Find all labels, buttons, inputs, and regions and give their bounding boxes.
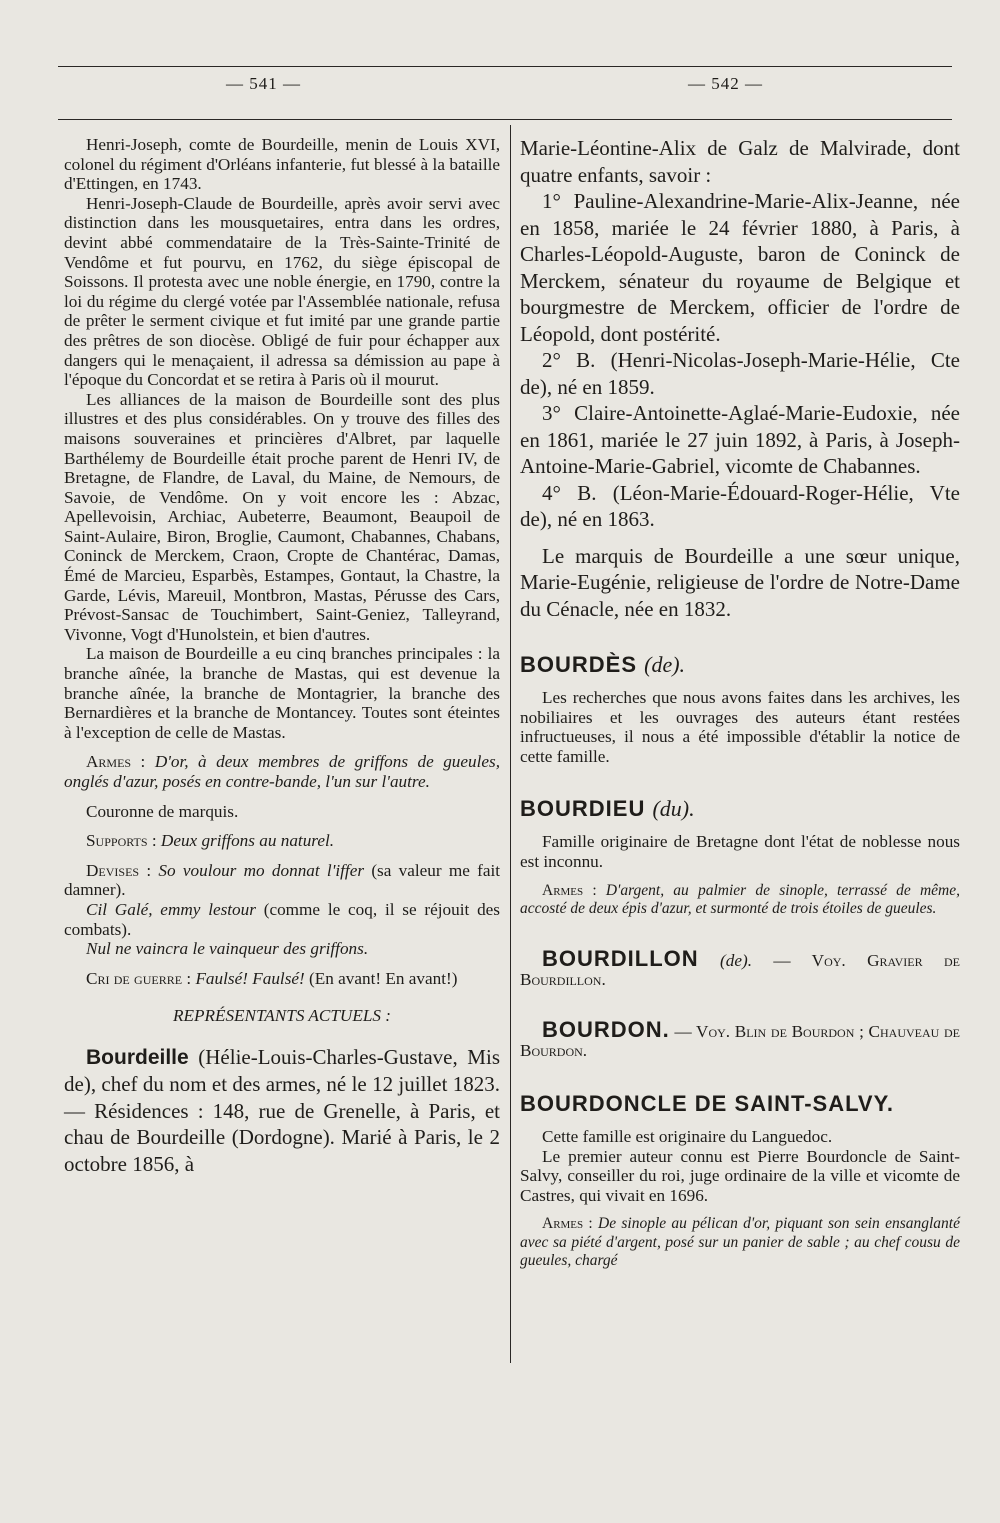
bourdeille-name: Bourdeille bbox=[86, 1045, 189, 1069]
entry-heading-bourdes bbox=[520, 652, 960, 678]
devise-2 bbox=[64, 900, 500, 939]
right-column bbox=[520, 135, 960, 1271]
paragraph-alliances: Les alliances de la maison de Bourdeille sont des plus illustres et des plus considérables. On y trouve des filles des maisons souveraines et princières d'Albret, par laquelle Barthélemy de Bourdeille était proche parent de Henri IV, de Bretagne, de Flandre, de Laval, du Maine, de Nemours, de Savoie, de Vendôme. On y voit encore les : Abzac, Apellevoisin, Archiac, Aubeterre, Beaumont, Beaupoil de Saint-Aulaire, Biron, Broglie, Caumont, Chabannes, Chabans, Coninck de Merckem, Craon, Cropte de Chantérac, Damas, Émé de Marcieu, Esparbès, Estampes, Gontaut, la Chastre, la Garde, Lévis, Mareuil, Montbron, Mastas, Pérusse des Cars, Prévost-Sansac de Touchimbert, Saint-Geniez, Talleyrand, Vivonne, Vogt d'Hunolstein, et bien d'autres. bbox=[64, 389, 500, 644]
armes-text: D'or, à deux membres de griffons de gueules, onglés d'azur, posés en contre-bande, l'un sur l'autre. bbox=[64, 752, 500, 791]
bourdes-text: Les recherches que nous avons faites dans les archives, les nobiliaires et les ouvrages des auteurs étant restées infructueuses, il nous a été impossible d'établir la notice de cette famille. bbox=[520, 688, 960, 766]
devise-1 bbox=[64, 861, 500, 900]
representants-heading: REPRÉSENTANTS ACTUELS : bbox=[172, 1006, 392, 1026]
entry-heading-bourdieu bbox=[520, 796, 960, 822]
bourdoncle-origin: Cette famille est originaire du Languedoc. bbox=[542, 1126, 833, 1146]
bourdoncle-armes bbox=[520, 1215, 960, 1271]
child-2: 2° B. (Henri-Nicolas-Joseph-Marie-Hélie, Cte de), né en 1859. bbox=[520, 348, 960, 399]
supports-text: Deux griffons au naturel. bbox=[160, 831, 335, 851]
couronne-text: Couronne de marquis. bbox=[86, 801, 239, 821]
paragraph-branches: La maison de Bourdeille a eu cinq branches principales : la branche aînée, la branche de Mastas, qui est devenue la branche aînée, la branche de Montagrier, la branche des Bernardières et la branche de Montancey. Toutes sont éteintes à l'exception de celle de Mastas. bbox=[64, 644, 500, 742]
devise-2-text: Cil Galé, emmy lestour bbox=[86, 899, 256, 919]
child-3: 3° Claire-Antoinette-Aglaé-Marie-Eudoxie, née en 1861, mariée le 27 juin 1892, à Paris, à Joseph-Antoine-Marie-Gabriel, vicomte de Chabannes. bbox=[520, 401, 960, 478]
bourdieu-title: BOURDIEU bbox=[520, 796, 646, 822]
page-number-left: — 541 — bbox=[226, 74, 301, 93]
devise-3: Nul ne vaincra le vainqueur des griffons. bbox=[86, 939, 369, 959]
child-1: 1° Pauline-Alexandrine-Marie-Alix-Jeanne, née en 1858, mariée le 24 février 1880, à Paris, à Charles-Léopold-Auguste, baron de Coninck de Merckem, sénateur du royaume de Belgique et bourgmestre de Merckem, officier de l'ordre de Léopold, dont postérité. bbox=[520, 189, 960, 346]
bourdeille-text: (Hélie-Louis-Charles-Gustave, Mis de), chef du nom et des armes, né le 12 juillet 1823. — Résidences : 148, rue de Grenelle, à Paris, et chau de Bourdeille (Dordogne). Marié à Paris, le 2 octobre 1856, à bbox=[64, 1044, 500, 1176]
entry-bourdillon bbox=[520, 945, 961, 990]
bourdillon-particle: (de). bbox=[720, 950, 753, 970]
bourdoncle-armes-label: Armes : bbox=[542, 1215, 593, 1233]
column-divider bbox=[510, 125, 511, 1363]
supports-label: Supports : bbox=[86, 831, 157, 851]
paragraph-henri-joseph-claude: Henri-Joseph-Claude de Bourdeille, après avoir servi avec distinction dans les mousquetaires, entra dans les ordres, devint abbé commendataire de la Très-Sainte-Trinité de Vendôme et fut pourvu, en 1762, du siège épiscopal de Soissons. Il protesta avec une noble énergie, en 1790, contre la loi du régime du clergé votée par l'Assemblée nationale, refusa de prêter le serment civique et fut imité par une grande partie des prêtres de son diocèse. Obligé de fuir pour échapper aux dangers qui le menaçaient, il adressa sa démission au pape à l'époque du Concordat et se retira à Paris où il mourut. bbox=[64, 193, 500, 390]
devises-label: Devises : bbox=[86, 860, 152, 880]
header-rule bbox=[58, 119, 952, 120]
bourdes-particle: (de). bbox=[644, 652, 686, 677]
cri-de-guerre bbox=[64, 969, 500, 989]
bourdoncle-armes-text: De sinople au pélican d'or, piquant son sein ensanglanté avec sa piété d'argent, posé sur un panier de sable ; au chef cousu de gueules, chargé bbox=[520, 1215, 960, 1270]
child-4: 4° B. (Léon-Marie-Édouard-Roger-Hélie, Vte de), né en 1863. bbox=[520, 480, 960, 531]
bourdillon-title: BOURDILLON bbox=[542, 945, 699, 971]
marie-leontine: Marie-Léontine-Alix de Galz de Malvirade, dont quatre enfants, savoir : bbox=[520, 136, 960, 187]
page-number-right: — 542 — bbox=[688, 74, 763, 93]
supports-entry bbox=[64, 831, 500, 851]
left-column bbox=[64, 135, 500, 1177]
soeur-paragraph: Le marquis de Bourdeille a une sœur unique, Marie-Eugénie, religieuse de l'ordre de Notre-Dame du Cénacle, née en 1832. bbox=[520, 543, 960, 621]
bourdieu-particle: (du). bbox=[652, 796, 695, 822]
devise-2-translation: (comme le coq, il se réjouit des combats). bbox=[64, 899, 500, 939]
bourdon-ref: — Voy. Blin de Bourdon ; Chauveau de Bourdon. bbox=[520, 1021, 960, 1061]
entry-bourdon bbox=[520, 1016, 960, 1061]
cri-translation: (En avant! En avant!) bbox=[309, 968, 458, 988]
bourdieu-armes bbox=[520, 882, 960, 919]
armes-label: Armes : bbox=[86, 752, 146, 772]
devise-1-translation: (sa valeur me fait damner). bbox=[64, 860, 501, 900]
cri-label: Cri de guerre : bbox=[86, 968, 192, 988]
bourdoncle-author: Le premier auteur connu est Pierre Bourdoncle de Saint-Salvy, conseiller du roi, juge ordinaire de la ville et vicomte de Castres, qui vivait en 1696. bbox=[520, 1146, 960, 1205]
armes-entry bbox=[64, 752, 500, 791]
bourdoncle-title: BOURDONCLE DE SAINT-SALVY. bbox=[520, 1090, 894, 1116]
top-rule bbox=[58, 66, 952, 67]
bourdes-title: BOURDÈS bbox=[520, 652, 638, 677]
bourdillon-ref: — Voy. Gravier de Bourdillon. bbox=[520, 950, 961, 990]
bourdieu-text: Famille originaire de Bretagne dont l'état de noblesse nous est inconnu. bbox=[520, 832, 960, 871]
bourdon-title: BOURDON. bbox=[542, 1016, 670, 1042]
bourdieu-armes-label: Armes : bbox=[542, 881, 597, 899]
devise-1-text: So voulour mo donnat l'iffer bbox=[158, 860, 365, 880]
bourdeille-entry bbox=[64, 1044, 500, 1178]
bourdieu-armes-text: D'argent, au palmier de sinople, terrassé de même, accosté de deux épis d'azur, et surmonté de trois étoiles de gueules. bbox=[520, 881, 960, 918]
paragraph-henri-joseph: Henri-Joseph, comte de Bourdeille, menin de Louis XVI, colonel du régiment d'Orléans infanterie, fut blessé à la bataille d'Ettingen, en 1743. bbox=[64, 135, 500, 194]
cri-text: Faulsé! Faulsé! bbox=[195, 968, 305, 988]
